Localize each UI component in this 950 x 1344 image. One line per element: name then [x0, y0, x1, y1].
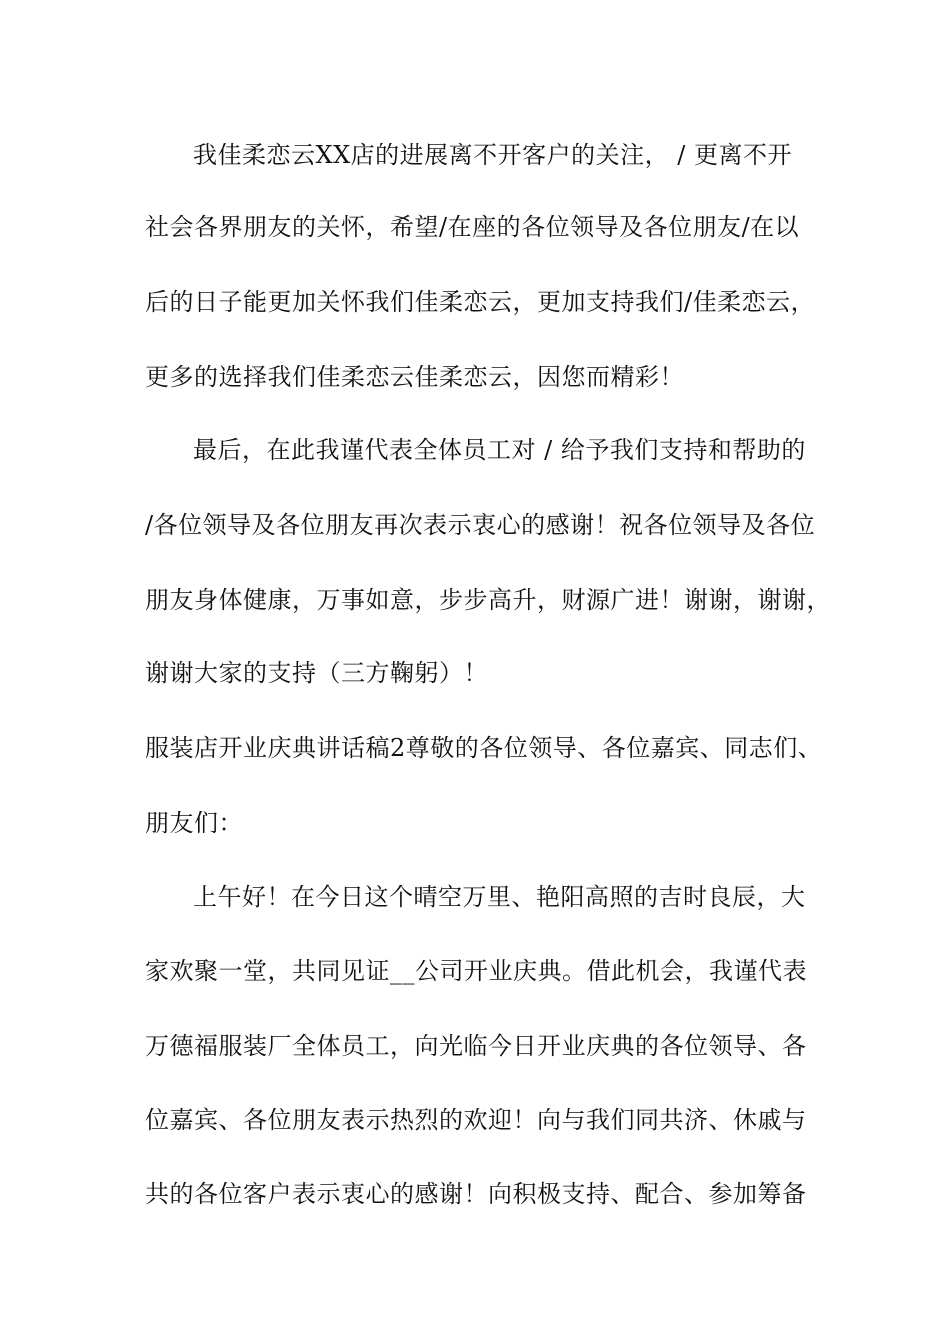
text-line: 谢谢大家的支持（三方鞠躬）！ — [145, 659, 488, 687]
text-line: 万德福服装厂全体员工，向光临今日开业庆典的各位领导、各 — [145, 1032, 807, 1060]
text-line: 上午好！在今日这个晴空万里、艳阳高照的吉时良辰，大 — [193, 883, 806, 911]
text-line: /各位领导及各位朋友再次表示衷心的感谢！祝各位领导及各位 — [145, 511, 816, 539]
text-line: 我佳柔恋云XX店的进展离不开客户的关注， / 更离不开 — [193, 141, 793, 169]
text-line: 更多的选择我们佳柔恋云佳柔恋云，因您而精彩！ — [145, 363, 684, 391]
text-line: 社会各界朋友的关怀，希望/在座的各位领导及各位朋友/在以 — [145, 213, 800, 241]
text-line: 后的日子能更加关怀我们佳柔恋云，更加支持我们/佳柔恋云， — [145, 288, 816, 316]
text-line: 位嘉宾、各位朋友表示热烈的欢迎！向与我们同共济、休戚与 — [145, 1106, 807, 1134]
text-line: 家欢聚一堂，共同见证__公司开业庆典。借此机会，我谨代表 — [145, 957, 807, 985]
text-line: 朋友身体健康，万事如意，步步高升，财源广进！谢谢，谢谢， — [145, 586, 831, 614]
text-line: 服装店开业庆典讲话稿2尊敬的各位领导、各位嘉宾、同志们、 — [145, 734, 823, 762]
text-line: 共的各位客户表示衷心的感谢！向积极支持、配合、参加筹备 — [145, 1180, 807, 1208]
text-line: 最后，在此我谨代表全体员工对 / 给予我们支持和帮助的 — [193, 436, 806, 464]
text-line: 朋友们： — [145, 809, 243, 837]
